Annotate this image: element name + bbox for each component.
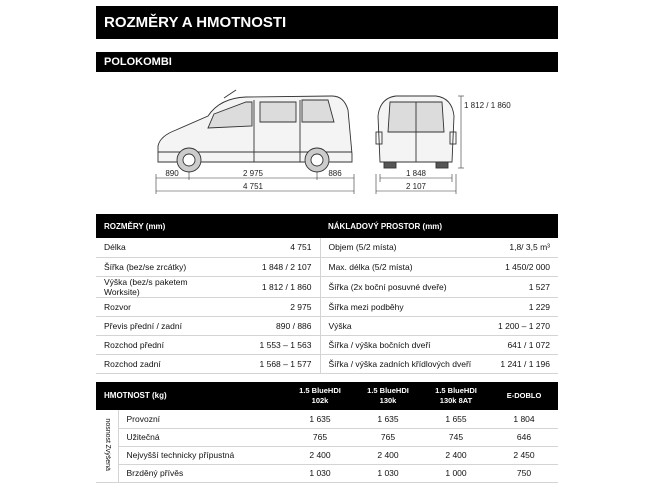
dimensions-table	[96, 214, 558, 374]
row-value: 641 / 1 072	[488, 335, 558, 354]
table-row	[96, 446, 558, 464]
table-row	[96, 464, 558, 482]
cell-value: 2 400	[422, 446, 490, 464]
column-header-line: 1.5 BlueHDI	[299, 386, 341, 395]
weights-header-label: HMOTNOST (kg)	[104, 391, 167, 400]
column-header-line: 130k 8AT	[439, 396, 473, 405]
weights-table	[96, 382, 558, 483]
column-header-e-doblo	[490, 382, 558, 410]
cell-value: 1 804	[490, 410, 558, 428]
cell-value: 1 655	[422, 410, 490, 428]
dim-rear-overhang: 886	[328, 169, 342, 178]
row-label: Rozvor	[96, 297, 214, 316]
dim-width: 1 848	[405, 169, 427, 178]
row-label: Šířka (bez/se zrcátky)	[96, 257, 214, 276]
cell-value: 2 450	[490, 446, 558, 464]
dim-width-mirrors: 2 107	[405, 182, 427, 191]
row-value: 1 568 – 1 577	[214, 354, 320, 373]
cell-value: 765	[354, 428, 422, 446]
column-header-line: 102k	[311, 396, 329, 405]
cell-value: 646	[490, 428, 558, 446]
row-label: Rozchod zadní	[96, 354, 214, 373]
side-label-line: nosnost	[103, 418, 111, 443]
page-title-text: ROZMĚRY A HMOTNOSTI	[104, 14, 287, 31]
row-value: 1 812 / 1 860	[214, 276, 320, 297]
row-label: Provozní	[118, 410, 286, 428]
cargo-header-label: NÁKLADOVÝ PROSTOR (mm)	[328, 221, 443, 231]
row-value: 1 553 – 1 563	[214, 335, 320, 354]
row-value: 1 229	[488, 297, 558, 316]
table-row	[96, 238, 558, 257]
row-label: Brzděný přívěs	[118, 464, 286, 482]
side-label-text	[103, 418, 111, 471]
dimensions-header	[96, 214, 558, 238]
column-header-102k	[286, 382, 354, 410]
row-value: 2 975	[214, 297, 320, 316]
section-subtitle	[96, 52, 558, 72]
cell-value: 1 635	[286, 410, 354, 428]
dim-total-length: 4 751	[242, 182, 264, 191]
cell-value: 765	[286, 428, 354, 446]
row-label: Užitečná	[118, 428, 286, 446]
cell-value: 1 030	[286, 464, 354, 482]
row-label: Šířka / výška bočních dveří	[320, 335, 488, 354]
row-value: 1 527	[488, 276, 558, 297]
cell-value: 2 400	[354, 446, 422, 464]
row-value: 1 241 / 1 196	[488, 354, 558, 373]
column-header-line: 1.5 BlueHDI	[367, 386, 409, 395]
row-label: Šířka / výška zadních křídlových dveří	[320, 354, 488, 373]
side-label-line: Zvýšená	[103, 444, 111, 472]
row-label: Délka	[96, 238, 214, 257]
dimensions-header-label: ROZMĚRY (mm)	[104, 221, 166, 231]
row-value: 1 450/2 000	[488, 257, 558, 276]
row-label: Rozchod přední	[96, 335, 214, 354]
row-value: 1 848 / 2 107	[214, 257, 320, 276]
side-view-illustration	[158, 90, 352, 172]
dim-front-overhang: 890	[165, 169, 179, 178]
row-label: Převis přední / zadní	[96, 316, 214, 335]
row-label: Šířka (2x boční posuvné dveře)	[320, 276, 488, 297]
row-label: Max. délka (5/2 místa)	[320, 257, 488, 276]
table-row	[96, 354, 558, 373]
side-label	[96, 410, 118, 482]
cell-value: 2 400	[286, 446, 354, 464]
row-label: Nejvyšší technicky přípustná	[118, 446, 286, 464]
row-value: 1 200 – 1 270	[488, 316, 558, 335]
section-subtitle-text: POLOKOMBI	[104, 56, 172, 68]
column-header-line: E-DOBLO	[506, 391, 542, 400]
column-header-line: 130k	[379, 396, 397, 405]
row-label: Výška	[320, 316, 488, 335]
row-value: 4 751	[214, 238, 320, 257]
row-label: Objem (5/2 místa)	[320, 238, 488, 257]
table-row	[96, 297, 558, 316]
table-row	[96, 410, 558, 428]
table-row	[96, 316, 558, 335]
table-row	[96, 276, 558, 297]
dimensions-rows	[96, 238, 558, 373]
table-row	[96, 428, 558, 446]
cell-value: 1 635	[354, 410, 422, 428]
dim-wheelbase: 2 975	[242, 169, 264, 178]
row-value: 890 / 886	[214, 316, 320, 335]
cell-value: 745	[422, 428, 490, 446]
column-header-130k-8at	[422, 382, 490, 410]
page-title	[96, 6, 558, 39]
table-row	[96, 257, 558, 276]
table-row	[96, 335, 558, 354]
row-value: 1,8/ 3,5 m³	[488, 238, 558, 257]
vehicle-drawing	[96, 76, 558, 202]
cell-value: 750	[490, 464, 558, 482]
rear-view-illustration	[376, 96, 456, 168]
weights-header	[96, 382, 558, 410]
cell-value: 1 000	[422, 464, 490, 482]
column-header-130k	[354, 382, 422, 410]
cell-value: 1 030	[354, 464, 422, 482]
row-label: Výška (bez/s paketem Worksite)	[96, 276, 214, 297]
column-header-line: 1.5 BlueHDI	[435, 386, 477, 395]
dim-height: 1 812 / 1 860	[464, 101, 511, 110]
row-label: Šířka mezi podběhy	[320, 297, 488, 316]
